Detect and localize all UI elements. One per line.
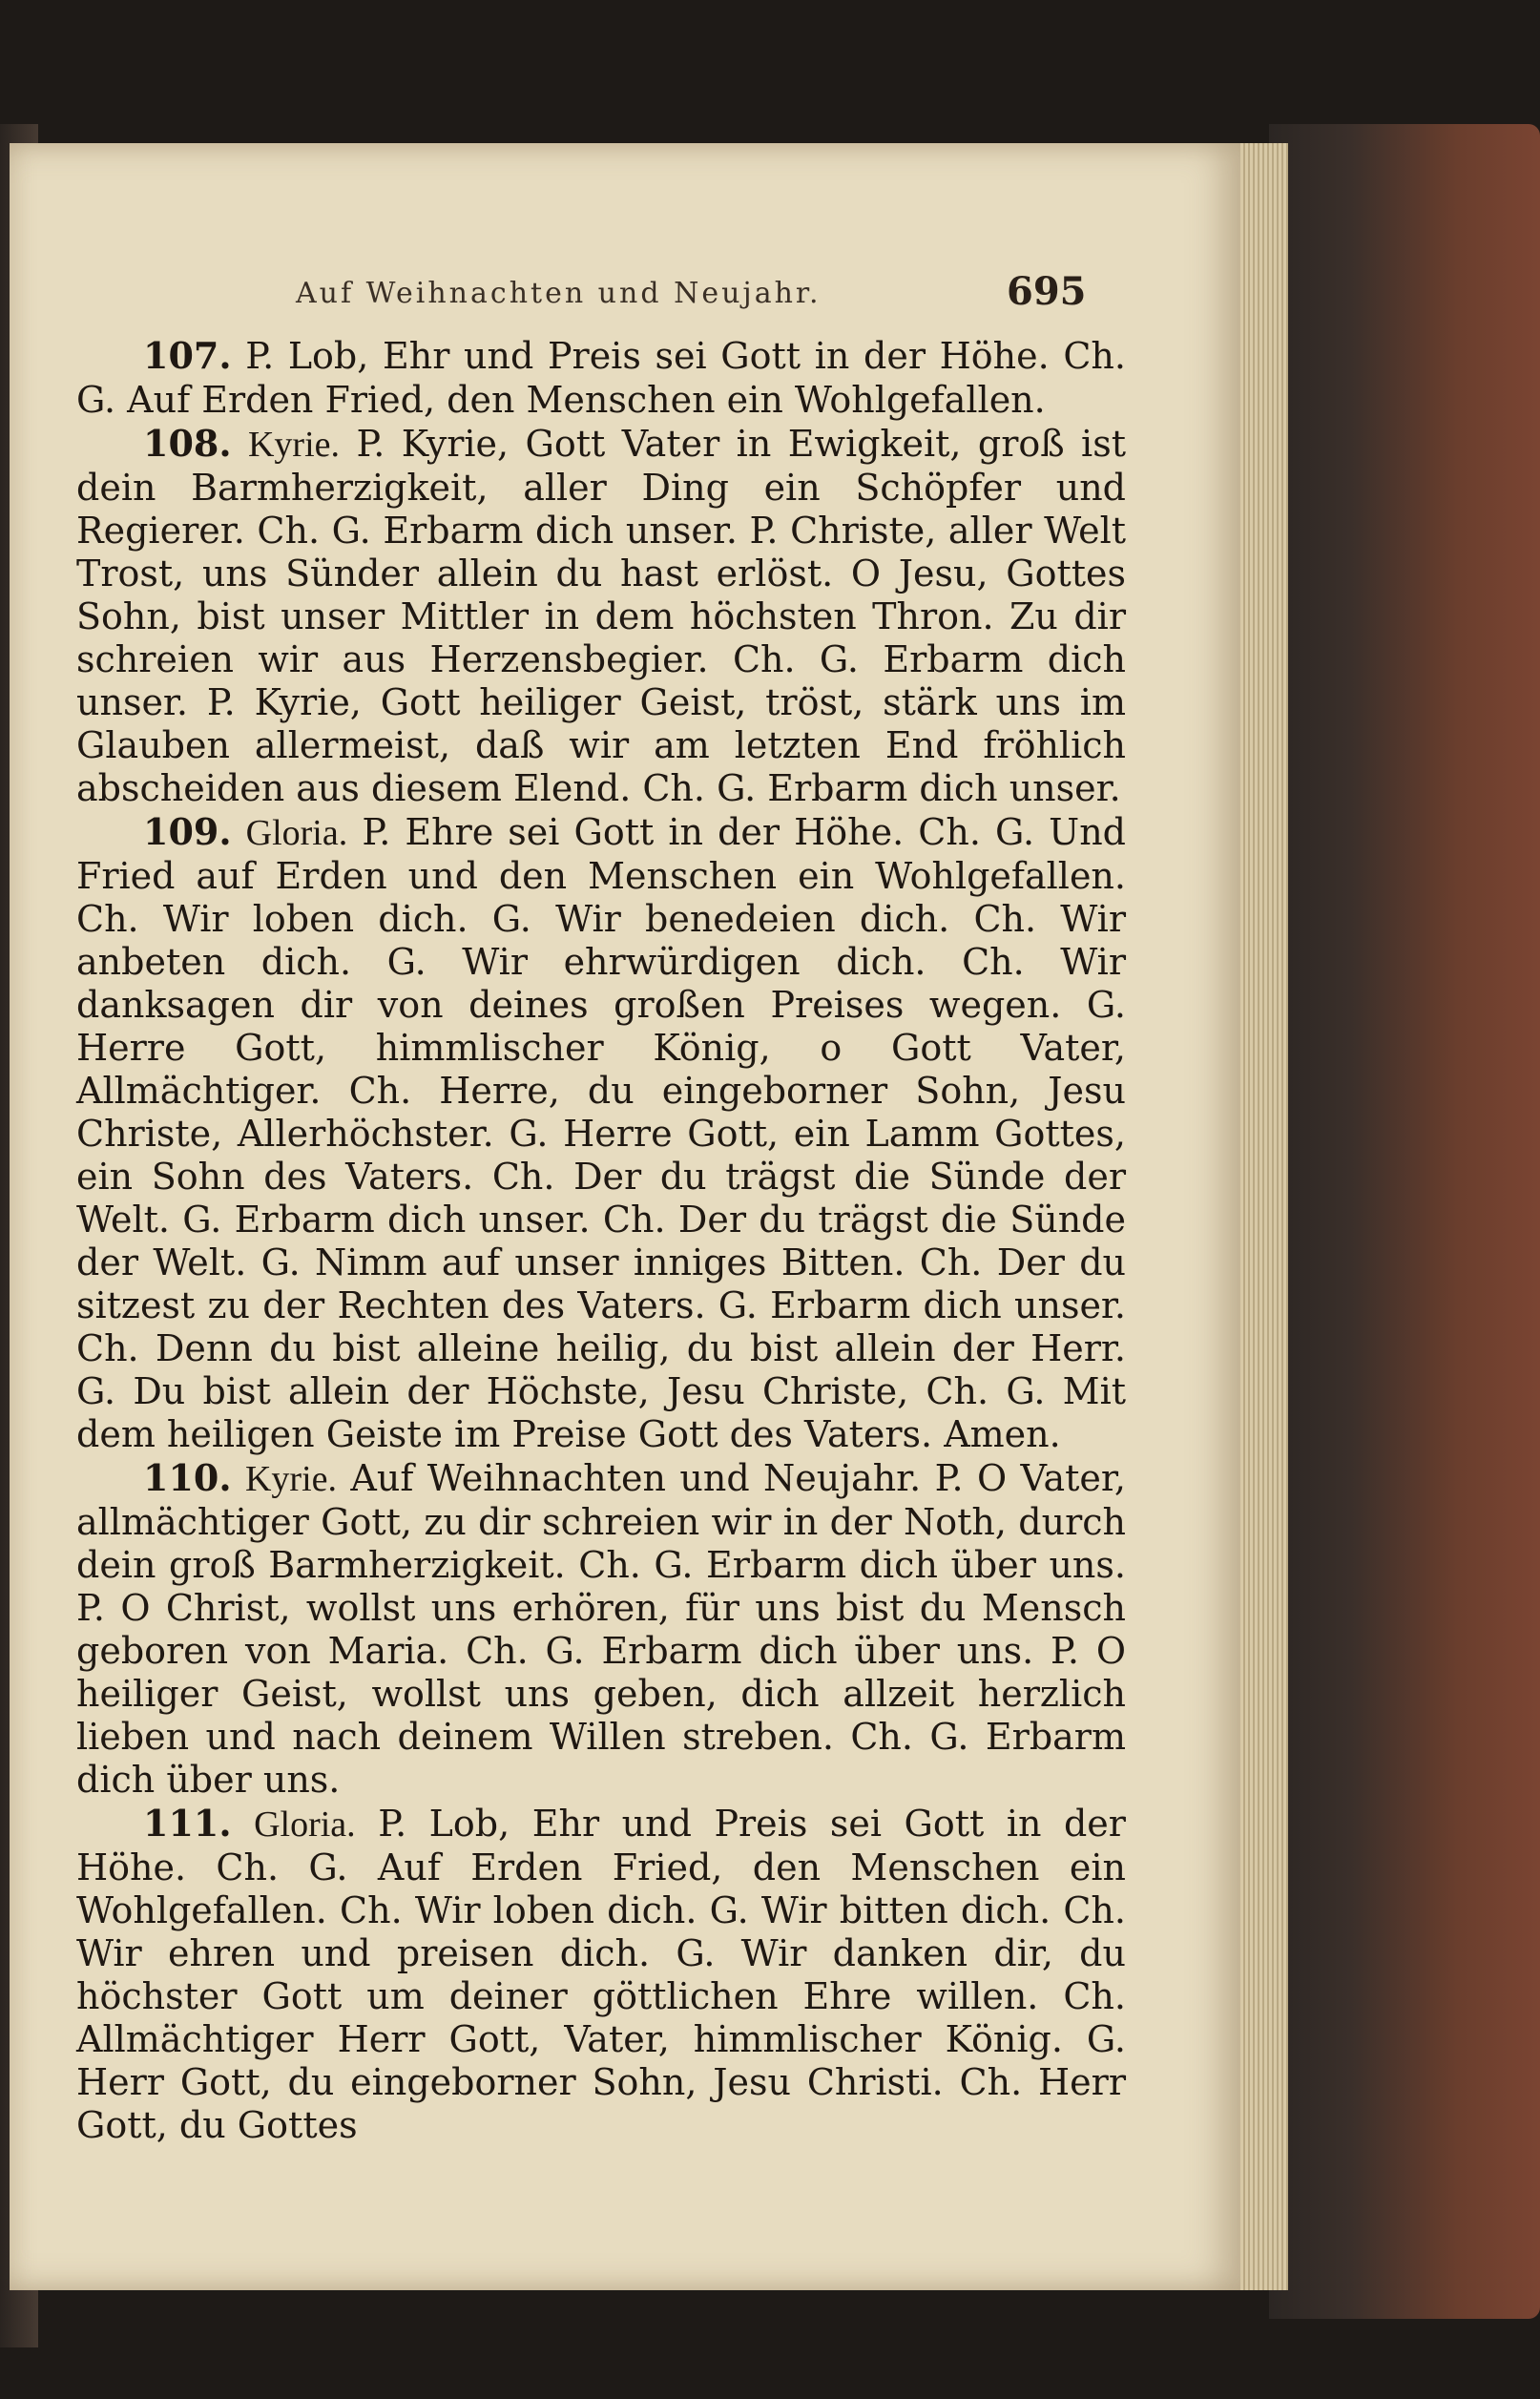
paragraph-label: Kyrie. xyxy=(244,1459,337,1499)
paragraph-label: Gloria. xyxy=(254,1804,356,1845)
page-number: 695 xyxy=(1007,269,1087,314)
paragraph-text: P. Kyrie, Gott Vater in Ewigkeit, groß ist dein Barmherzigkeit, aller Ding ein Schöpfer und Regierer. Ch. G. Erbarm dich unser. P. Christe, aller Welt Trost, uns Sünder allein du hast erlöst. O Jesu, Gottes Sohn, bist unser Mittler in dem höchsten Thron. Zu dir schreien wir aus Herzensbegier. Ch. G. Erbarm dich unser. P. Kyrie, Gott heiliger Geist, tröst, stärk uns im Glauben allermeist, daß wir am letzten End fröhlich abscheiden aus diesem Elend. Ch. G. Erbarm dich unser. xyxy=(76,423,1126,809)
page-text xyxy=(76,334,1126,2147)
paragraph-text: P. Lob, Ehr und Preis sei Gott in der Höhe. Ch. G. Auf Erden Fried, den Menschen ein Wohlgefallen. Ch. Wir loben dich. G. Wir bitten dich. Ch. Wir ehren und preisen dich. G. Wir danken dir, du höchster Gott um deiner göttlichen Ehre willen. Ch. Allmächtiger Herr Gott, Vater, himmlischer König. G. Herr Gott, du eingeborner Sohn, Jesu Christi. Ch. Herr Gott, du Gottes xyxy=(76,1803,1126,2146)
paragraph-text: P. Lob, Ehr und Preis sei Gott in der Höhe. Ch. G. Auf Erden Fried, den Menschen ein Wohlgefallen. xyxy=(76,335,1126,421)
paragraph-107 xyxy=(76,334,1126,422)
paragraph-number: 108. xyxy=(143,422,232,465)
paragraph-number: 109. xyxy=(143,810,232,853)
paragraph-number: 110. xyxy=(143,1456,232,1499)
paragraph-number: 111. xyxy=(143,1802,232,1845)
paragraph-number: 107. xyxy=(143,334,232,377)
paragraph-label: Kyrie. xyxy=(247,425,341,465)
paragraph-110 xyxy=(76,1456,1126,1802)
book-cover-right xyxy=(1269,124,1540,2319)
paragraph-text: P. Ehre sei Gott in der Höhe. Ch. G. Und Fried auf Erden und den Menschen ein Wohlgefallen. Ch. Wir loben dich. G. Wir benedeien dich. Ch. Wir anbeten dich. G. Wir ehrwürdigen dich. Ch. Wir danksagen dir von deines großen Preises wegen. G. Herre Gott, himmlischer König, o Gott Vater, Allmächtiger. Ch. Herre, du eingeborner Sohn, Jesu Christe, Allerhöchster. G. Herre Gott, ein Lamm Gottes, ein Sohn des Vaters. Ch. Der du trägst die Sünde der Welt. G. Erbarm dich unser. Ch. Der du trägst die Sünde der Welt. G. Nimm auf unser inniges Bitten. Ch. Der du sitzest zu der Rechten des Vaters. G. Erbarm dich unser. Ch. Denn du bist alleine heilig, du bist allein der Herr. G. Du bist allein der Höchste, Jesu Christe, Ch. G. Mit dem heiligen Geiste im Preise Gott des Vaters. Amen. xyxy=(76,811,1126,1455)
running-title: Auf Weihnachten und Neujahr. xyxy=(296,277,822,310)
page-header xyxy=(10,269,1240,324)
paragraph-109 xyxy=(76,810,1126,1456)
paragraph-label: Gloria. xyxy=(245,813,348,853)
book-page xyxy=(10,143,1240,2290)
paragraph-108 xyxy=(76,422,1126,810)
paragraph-111 xyxy=(76,1802,1126,2147)
paragraph-text: Auf Weihnachten und Neujahr. P. O Vater, allmächtiger Gott, zu dir schreien wir in der Noth, durch dein groß Barmherzigkeit. Ch. G. Erbarm dich über uns. P. O Christ, wollst uns erhören, für uns bist du Mensch geboren von Maria. Ch. G. Erbarm dich über uns. P. O heiliger Geist, wollst uns geben, dich allzeit herzlich lieben und nach deinem Willen streben. Ch. G. Erbarm dich über uns. xyxy=(76,1457,1126,1801)
